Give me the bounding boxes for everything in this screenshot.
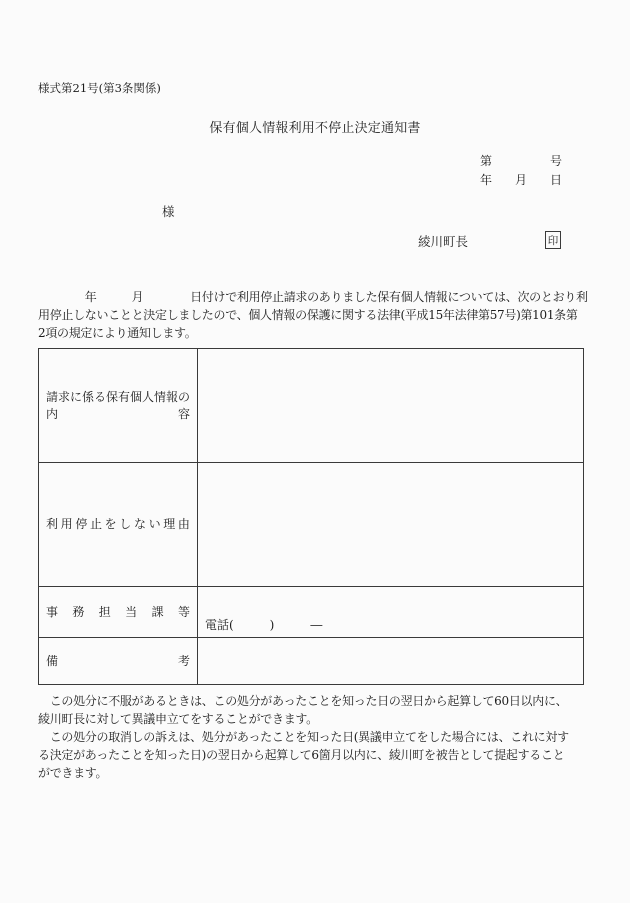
body-line-2: 用停止しないことと決定しましたので、個人情報の保護に関する法律(平成15年法律第57号)第101条第: [38, 308, 578, 322]
date-line: [480, 171, 562, 188]
year-label: 年: [480, 173, 493, 187]
sender-title: 綾川町長: [418, 234, 469, 249]
label-office: [39, 587, 198, 638]
seal-stamp: 印: [545, 231, 561, 249]
notification-body: [38, 288, 594, 342]
value-reason: [198, 463, 583, 587]
doc-number-suffix: 号: [549, 154, 562, 168]
label-reason: [39, 463, 198, 587]
label-request-content: [39, 349, 198, 463]
form-number: 様式第21号(第3条関係): [38, 81, 161, 95]
value-office: [198, 587, 583, 638]
appeal-note-line-5: ができます。: [38, 766, 108, 780]
doc-number-line: [480, 152, 562, 169]
label-reason-text: 利 用 停 止 を し な い 理 由: [46, 517, 190, 531]
phone-line: 電話( ) ―: [205, 618, 323, 632]
appeal-note-line-3: この処分の取消しの訴えは、処分があったことを知った日(異議申立てをした場合には、これに対す: [38, 730, 569, 744]
appeal-notes: [38, 692, 594, 782]
body-line-1: 年 月 日付けで利用停止請求のありました保有個人情報については、次のとおり利: [38, 290, 588, 304]
day-label: 日: [549, 173, 562, 187]
value-remarks: [198, 638, 583, 684]
label-office-text: 事 務 担 当 課 等: [46, 604, 190, 619]
doc-number-prefix: 第: [480, 154, 493, 168]
document-title: 保有個人情報利用不停止決定通知書: [209, 121, 421, 136]
label-remarks: [39, 638, 198, 684]
label-request-content-line1: 請求に係る保有個人情報の: [46, 389, 191, 404]
value-request-content: [198, 349, 583, 463]
appeal-note-line-2: 綾川町長に対して異議申立てをすることができます。: [38, 712, 318, 726]
month-label: 月: [514, 173, 527, 187]
form-table: [38, 348, 584, 685]
body-line-3: 2項の規定により通知します。: [38, 326, 197, 340]
label-remarks-text: 備 考: [46, 653, 190, 668]
recipient-honorific: 様: [162, 204, 175, 219]
appeal-note-line-1: この処分に不服があるときは、この処分があったことを知った日の翌日から起算して60日以内に、: [38, 694, 568, 708]
label-request-content-line2: 内 容: [46, 406, 190, 421]
appeal-note-line-4: る決定があったことを知った日)の翌日から起算して6箇月以内に、綾川町を被告として提起すること: [38, 748, 565, 762]
